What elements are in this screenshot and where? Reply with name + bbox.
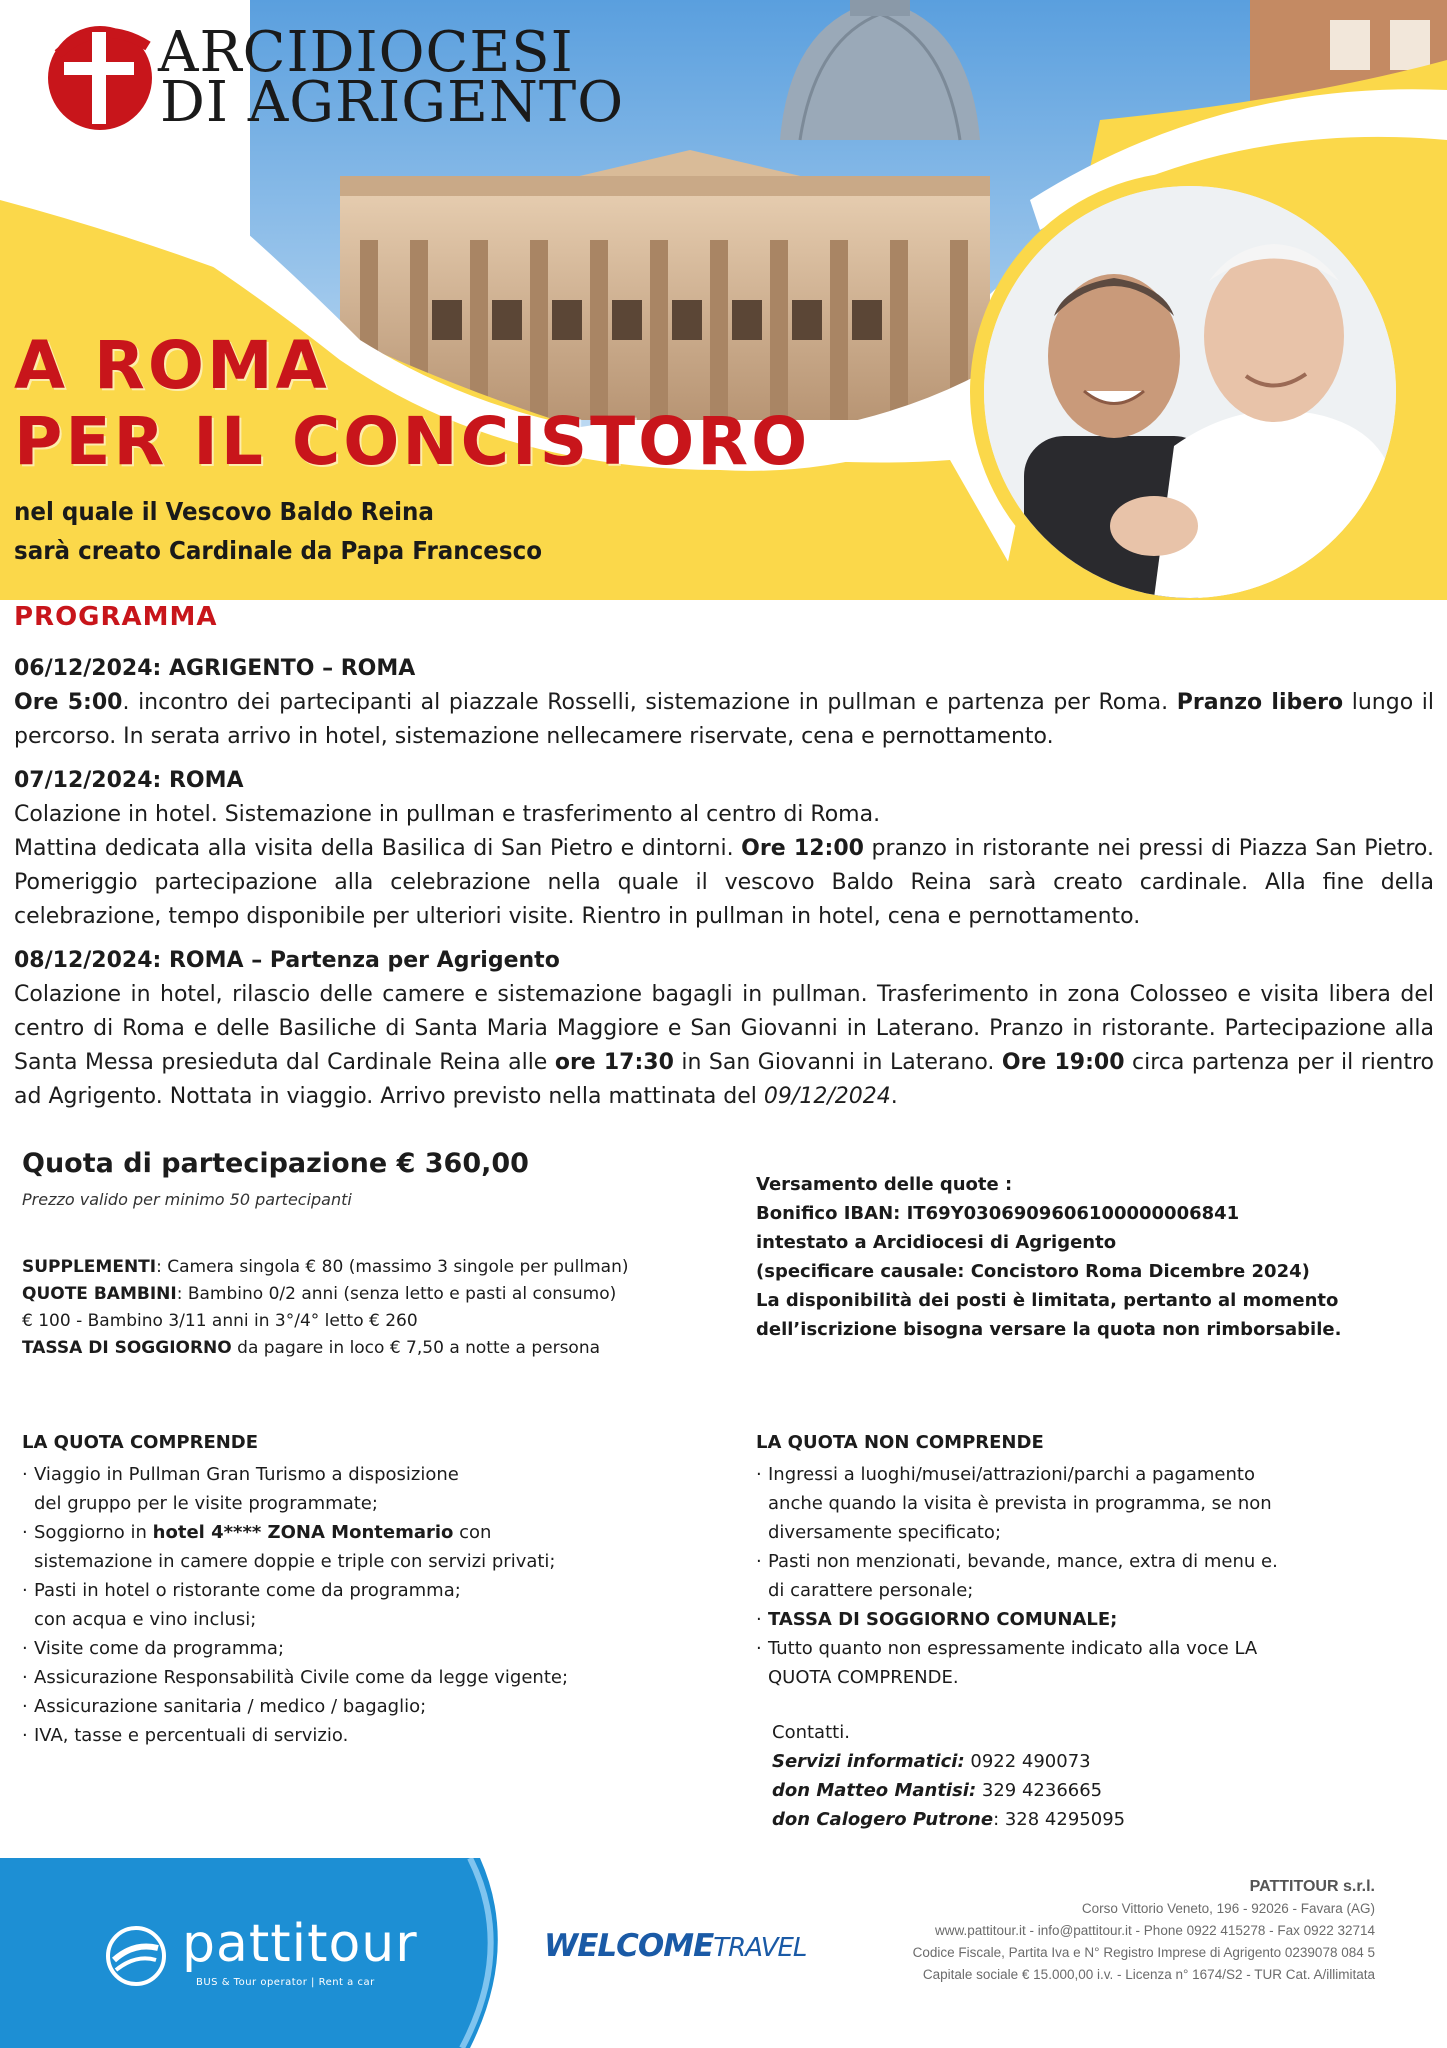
day-3-text xyxy=(14,978,1434,1114)
company-info xyxy=(913,1876,1375,1986)
day-3-text-c: circa partenza per il rientro ad Agrigento. Nottata in viaggio. Arrivo previsto nella mattinata del xyxy=(14,1050,1434,1109)
company-name: PATTITOUR s.r.l. xyxy=(1249,1878,1375,1895)
list-item-text: anche quando la visita è prevista in programma, se non xyxy=(768,1493,1272,1514)
day-3-text-d: . xyxy=(890,1084,898,1109)
list-item xyxy=(756,1634,1436,1692)
bambini-line xyxy=(22,1281,742,1308)
page-title xyxy=(14,328,810,480)
title-line1: A ROMA xyxy=(14,327,330,404)
logo-text-line2: DI AGRIGENTO xyxy=(160,70,625,135)
subtitle-line2: sarà creato Cardinale da Papa Francesco xyxy=(14,536,543,565)
day-3-text-b: in San Giovanni in Laterano. xyxy=(673,1050,1002,1075)
list-item xyxy=(756,1605,1436,1634)
bambini-line-2: € 100 - Bambino 3/11 anni in 3°/4° letto € 260 xyxy=(22,1311,418,1331)
day-3-text-a: Colazione in hotel, rilascio delle camere e sistemazione bagagli in pullman. Trasferimento in zona Colosseo e visita libera del centro di Roma e delle Basiliche di Santa Maria Maggiore e San Giovanni in Laterano. Pranzo in ristorante. Partecipazione alla Santa Messa presieduta dal Cardinale Reina alle xyxy=(14,982,1434,1075)
page-subtitle xyxy=(14,492,542,570)
day-3-time-mass: ore 17:30 xyxy=(554,1050,674,1075)
title-line2: PER IL CONCISTORO xyxy=(14,403,811,480)
tassa-label: TASSA DI SOGGIORNO xyxy=(22,1338,232,1358)
list-item-text: del gruppo per le visite programmate; xyxy=(34,1493,378,1514)
tassa-line xyxy=(22,1335,742,1362)
day-2-time: Ore 12:00 xyxy=(741,836,864,861)
day-1-text-a: . incontro dei partecipanti al piazzale Rosselli, sistemazione in pullman e partenza per Roma. xyxy=(122,690,1177,715)
programma-heading: PROGRAMMA xyxy=(14,602,218,632)
day-1-text xyxy=(14,686,1434,754)
list-item xyxy=(22,1576,742,1634)
archdiocese-logo xyxy=(38,6,625,136)
contact-phone: : 328 4295095 xyxy=(993,1809,1126,1830)
quota-note: Prezzo valido per minimo 50 partecipanti xyxy=(22,1190,352,1209)
list-item-text: di carattere personale; xyxy=(768,1580,974,1601)
day-3-section xyxy=(14,944,1434,1114)
list-item-text: · Ingressi a luoghi/musei/attrazioni/parchi a pagamento xyxy=(768,1464,1255,1485)
contact-phone: 0922 490073 xyxy=(964,1751,1091,1772)
non-comprende-list xyxy=(756,1460,1436,1692)
welcome-travel-logo xyxy=(544,1928,806,1964)
list-item-text-post: con xyxy=(453,1522,492,1543)
pattitour-logo-icon xyxy=(104,1924,168,1988)
list-item xyxy=(756,1547,1436,1605)
list-item-text: con acqua e vino inclusi; xyxy=(34,1609,257,1630)
list-item-text: · Pasti non menzionati, bevande, mance, extra di menu e. xyxy=(768,1551,1278,1572)
contacts-heading: Contatti. xyxy=(772,1722,850,1743)
list-item: · Visite come da programma; xyxy=(22,1634,742,1663)
day-3-arrival-date: 09/12/2024 xyxy=(763,1084,891,1109)
list-item xyxy=(22,1518,742,1576)
travel-text: TRAVEL xyxy=(713,1933,807,1963)
list-item-text: · Viaggio in Pullman Gran Turismo a disposizione xyxy=(34,1464,459,1485)
day-2-line1: Colazione in hotel. Sistemazione in pullman e trasferimento al centro di Roma. xyxy=(14,802,881,827)
company-address: Corso Vittorio Veneto, 196 - 92026 - Favara (AG) xyxy=(1081,1901,1375,1916)
contacts-block xyxy=(772,1718,1125,1834)
header-banner xyxy=(0,0,1447,600)
tassa-text: da pagare in loco € 7,50 a notte a persona xyxy=(231,1338,601,1358)
day-2-heading: 07/12/2024: ROMA xyxy=(14,768,244,793)
day-1-heading: 06/12/2024: AGRIGENTO – ROMA xyxy=(14,656,416,681)
day-1-lunch: Pranzo libero xyxy=(1176,690,1344,715)
subtitle-line1: nel quale il Vescovo Baldo Reina xyxy=(14,497,434,526)
supplementi-text: : Camera singola € 80 (massimo 3 singole per pullman) xyxy=(156,1257,629,1277)
day-2-text xyxy=(14,832,1434,934)
supplementi-label: SUPPLEMENTI xyxy=(22,1257,157,1277)
welcome-text: WELCOME xyxy=(544,1928,714,1964)
tassa-soggiorno-label: TASSA DI SOGGIORNO COMUNALE; xyxy=(768,1609,1118,1630)
portrait-photo xyxy=(970,172,1410,600)
contact-putrone xyxy=(772,1805,1125,1834)
list-item: · Assicurazione Responsabilità Civile come da legge vigente; xyxy=(22,1663,742,1692)
causale-line: (specificare causale: Concistoro Roma Dicembre 2024) xyxy=(756,1261,1310,1282)
pattitour-tagline: BUS & Tour operator | Rent a car xyxy=(196,1977,375,1988)
bambini-label: QUOTE BAMBINI xyxy=(22,1284,177,1304)
list-item: · IVA, tasse e percentuali di servizio. xyxy=(22,1721,742,1750)
versamento-block xyxy=(756,1170,1436,1344)
day-1-text-b: lungo il percorso. In serata arrivo in hotel, sistemazione nellecamere riservate, cena e pernottamento. xyxy=(14,690,1434,749)
company-registry: Codice Fiscale, Partita Iva e N° Registro Imprese di Agrigento 0239078 084 5 xyxy=(912,1945,1375,1960)
list-item xyxy=(756,1460,1436,1547)
list-item-text: · Tutto quanto non espressamente indicato alla voce LA xyxy=(768,1638,1258,1659)
day-2-section xyxy=(14,764,1434,934)
disponibilita-line: La disponibilità dei posti è limitata, pertanto al momento xyxy=(756,1290,1339,1311)
day-3-time-departure: Ore 19:00 xyxy=(1001,1050,1125,1075)
list-item: · Assicurazione sanitaria / medico / bagaglio; xyxy=(22,1692,742,1721)
list-item-text xyxy=(34,1518,742,1547)
contact-label: Servizi informatici: xyxy=(772,1751,965,1772)
contact-phone: 329 4236665 xyxy=(976,1780,1103,1801)
quota-title: Quota di partecipazione € 360,00 xyxy=(22,1148,529,1179)
supplementi-line xyxy=(22,1254,742,1281)
bambini-text-1: : Bambino 0/2 anni (senza letto e pasti al consumo) xyxy=(176,1284,617,1304)
intestato-line: intestato a Arcidiocesi di Agrigento xyxy=(756,1232,1117,1253)
contact-label: don Calogero Putrone xyxy=(772,1809,994,1830)
non-comprende-heading: LA QUOTA NON COMPRENDE xyxy=(756,1432,1044,1453)
list-item xyxy=(22,1460,742,1518)
hotel-label: hotel 4**** ZONA Montemario xyxy=(152,1522,454,1543)
day-3-heading: 08/12/2024: ROMA – Partenza per Agrigento xyxy=(14,948,560,973)
company-capital: Capitale sociale € 15.000,00 i.v. - Licenza n° 1674/S2 - TUR Cat. A/illimitata xyxy=(922,1967,1375,1982)
day-2-text-a: Mattina dedicata alla visita della Basilica di San Pietro e dintorni. xyxy=(14,836,742,861)
contact-servizi xyxy=(772,1747,1125,1776)
logo-text-line1: ARCIDIOCESI xyxy=(158,20,574,85)
contact-label: don Matteo Mantisi: xyxy=(772,1780,977,1801)
footer xyxy=(0,1858,1447,2048)
iban-line: Bonifico IBAN: IT69Y0306909606100000006841 xyxy=(756,1203,1240,1224)
portrait-illustration xyxy=(984,186,1396,598)
list-item-text-pre: Soggiorno in xyxy=(34,1522,153,1543)
rimborso-line: dell’iscrizione bisogna versare la quota non rimborsabile. xyxy=(756,1319,1342,1340)
list-item-text: diversamente specificato; xyxy=(768,1522,1002,1543)
versamento-line: Versamento delle quote : xyxy=(756,1174,1013,1195)
list-item-text: QUOTA COMPRENDE. xyxy=(768,1667,959,1688)
pattitour-brand: pattitour xyxy=(182,1914,418,1974)
list-item-text: sistemazione in camere doppie e triple con servizi privati; xyxy=(34,1551,556,1572)
contact-mantisi xyxy=(772,1776,1125,1805)
day-1-section xyxy=(14,652,1434,754)
day-2-text-b: pranzo in ristorante nei pressi di Piazza San Pietro. Pomeriggio partecipazione alla celebrazione nella quale il vescovo Baldo Reina sarà creato cardinale. Alla fine della celebrazione, tempo disponibile per ulteriori visite. Rientro in pullman in hotel, cena e pernottamento. xyxy=(14,836,1434,929)
comprende-list xyxy=(22,1460,742,1750)
cross-emblem-icon xyxy=(38,6,168,136)
company-contacts: www.pattitour.it - info@pattitour.it - Phone 0922 415278 - Fax 0922 32714 xyxy=(935,1923,1375,1938)
comprende-heading: LA QUOTA COMPRENDE xyxy=(22,1432,259,1453)
supplementi-block xyxy=(22,1254,742,1362)
day-1-time: Ore 5:00 xyxy=(14,690,123,715)
list-item-text: · Pasti in hotel o ristorante come da programma; xyxy=(34,1580,461,1601)
